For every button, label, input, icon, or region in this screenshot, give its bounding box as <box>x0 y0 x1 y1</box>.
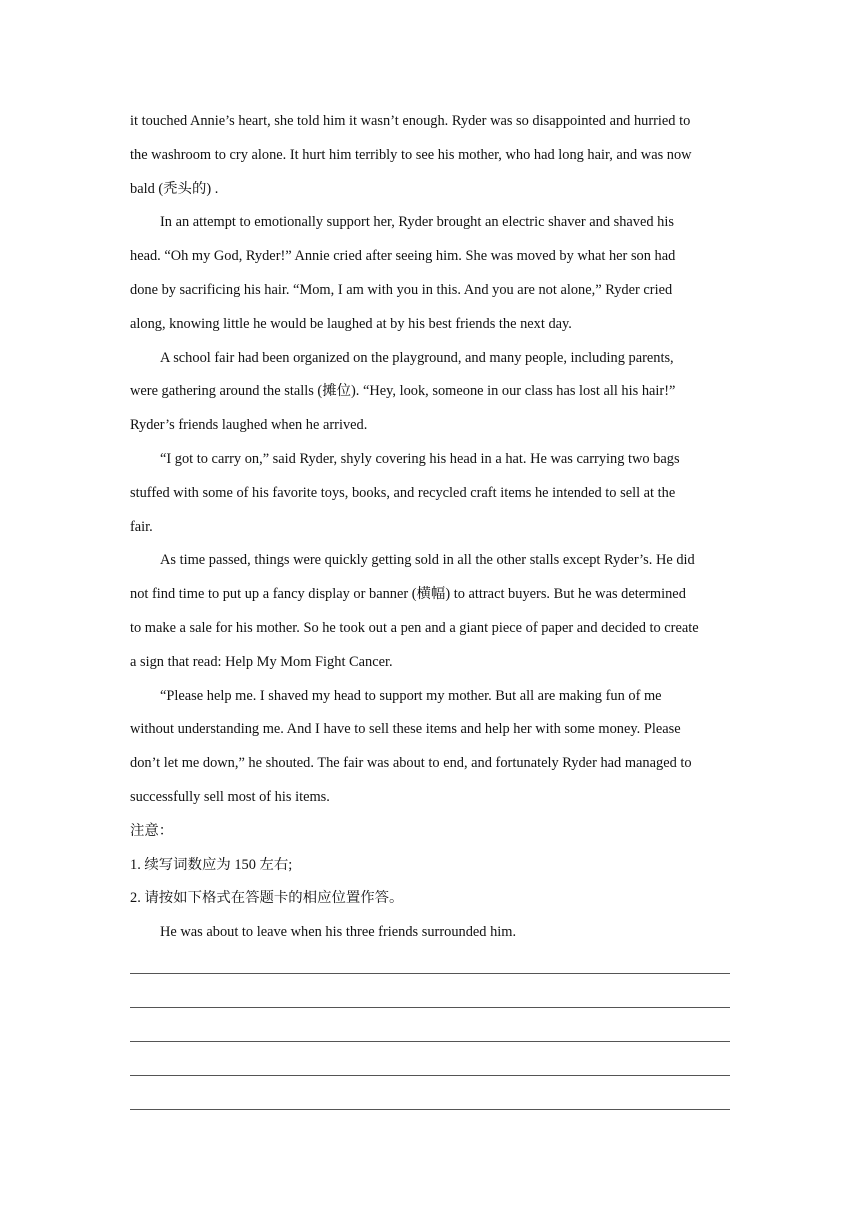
text-line: along, knowing little he would be laughed at by his best friends the next day. <box>130 315 572 332</box>
text-line: 2. 请按如下格式在答题卡的相应位置作答。 <box>130 890 404 907</box>
text-line: to make a sale for his mother. So he took out a pen and a giant piece of paper and decided to create <box>130 619 699 636</box>
text-line: don’t let me down,” he shouted. The fair was about to end, and fortunately Ryder had managed to <box>130 755 692 772</box>
answer-line[interactable] <box>130 1075 730 1076</box>
answer-line[interactable] <box>130 1007 730 1008</box>
text-line: “I got to carry on,” said Ryder, shyly covering his head in a hat. He was carrying two bags <box>160 450 680 467</box>
text-line: As time passed, things were quickly getting sold in all the other stalls except Ryder’s. He did <box>160 552 695 569</box>
paragraph <box>130 815 730 849</box>
answer-line[interactable] <box>130 1041 730 1042</box>
paragraph <box>130 882 730 916</box>
text-line: without understanding me. And I have to sell these items and help her with some money. Please <box>130 721 681 738</box>
text-line: bald (秃头的) . <box>130 180 219 197</box>
text-line: Ryder’s friends laughed when he arrived. <box>130 417 368 434</box>
text-line: “Please help me. I shaved my head to support my mother. But all are making fun of me <box>160 687 662 704</box>
text-line: A school fair had been organized on the playground, and many people, including parents, <box>160 349 674 366</box>
paragraph <box>130 443 730 544</box>
answer-writing-lines <box>130 973 730 1143</box>
text-line: head. “Oh my God, Ryder!” Annie cried after seeing him. She was moved by what her son had <box>130 248 676 265</box>
text-line: fair. <box>130 518 153 535</box>
text-line: 1. 续写词数应为 150 左右; <box>130 856 293 873</box>
text-line: stuffed with some of his favorite toys, books, and recycled craft items he intended to sell at the <box>130 484 676 501</box>
paragraph <box>130 544 730 679</box>
paragraph <box>130 105 730 206</box>
text-line: 注意： <box>130 822 174 839</box>
text-line: not find time to put up a fancy display or banner (横幅) to attract buyers. But he was determined <box>130 586 686 603</box>
paragraph <box>130 916 730 950</box>
text-line: In an attempt to emotionally support her, Ryder brought an electric shaver and shaved his <box>160 214 674 231</box>
text-line: were gathering around the stalls (摊位). “Hey, look, someone in our class has lost all his hair!” <box>130 383 676 400</box>
text-line: it touched Annie’s heart, she told him it wasn’t enough. Ryder was so disappointed and hurried to <box>130 113 691 129</box>
answer-line[interactable] <box>130 1109 730 1110</box>
text-line: successfully sell most of his items. <box>130 788 330 805</box>
text-line: the washroom to cry alone. It hurt him terribly to see his mother, who had long hair, and was now <box>130 146 692 163</box>
text-line: a sign that read: Help My Mom Fight Cancer. <box>130 653 393 670</box>
answer-line[interactable] <box>130 973 730 974</box>
text-line: done by sacrificing his hair. “Mom, I am with you in this. And you are not alone,” Ryder cried <box>130 281 673 298</box>
passage-text <box>130 105 730 950</box>
text-line: He was about to leave when his three friends surrounded him. <box>160 924 517 941</box>
paragraph <box>130 206 730 341</box>
paragraph <box>130 342 730 443</box>
paragraph <box>130 849 730 883</box>
paragraph <box>130 680 730 815</box>
